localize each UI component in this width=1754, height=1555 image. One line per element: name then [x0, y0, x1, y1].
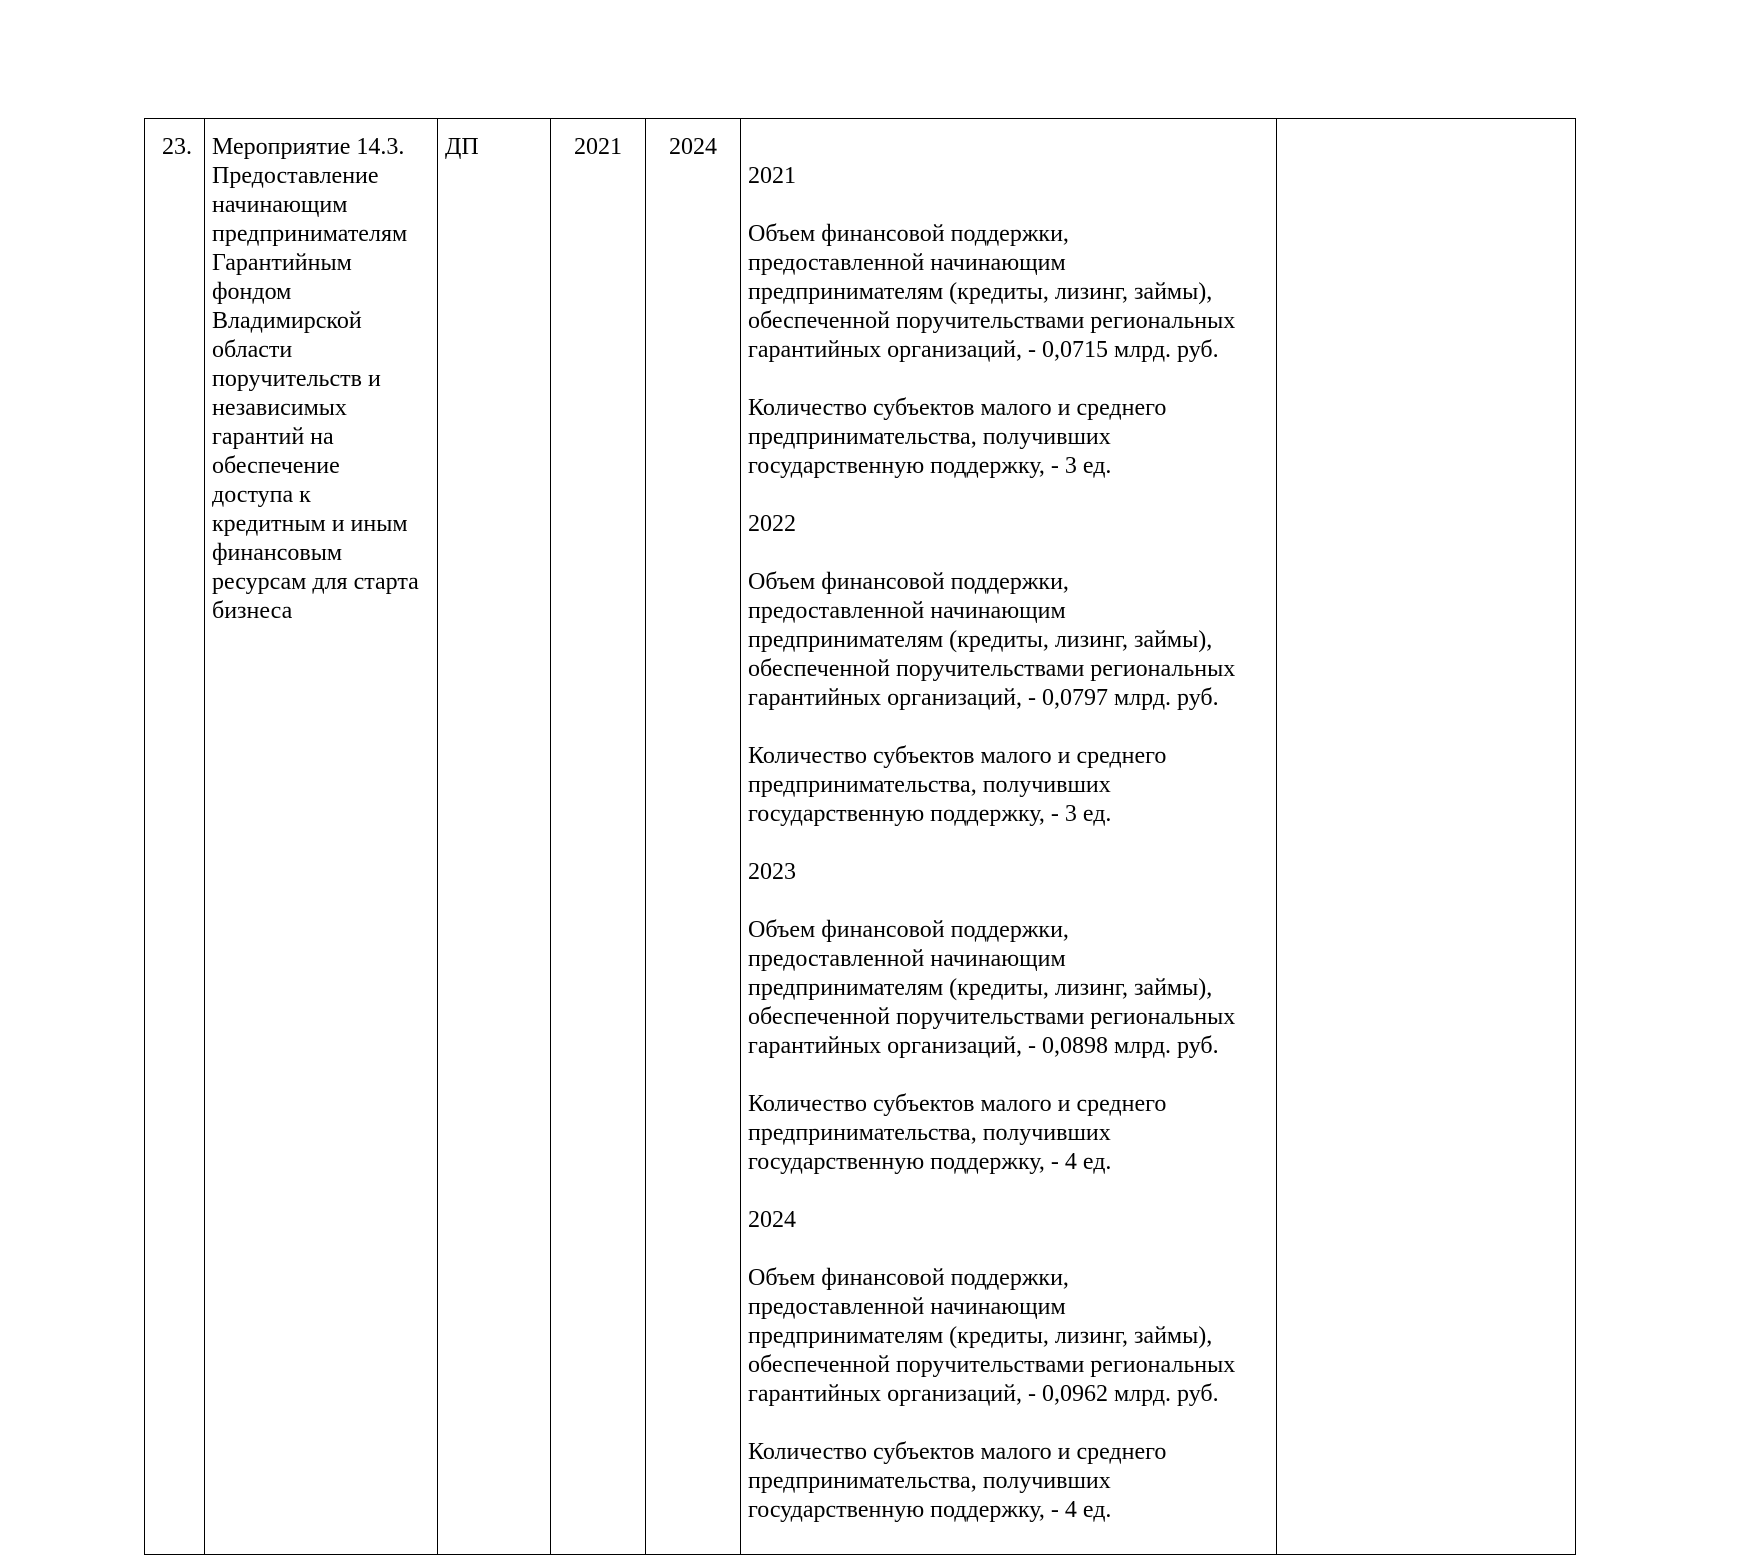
table-row [145, 119, 1576, 1555]
subjects-indicator: Количество субъектов малого и среднего предпринимательства, получивших государственную поддержку, - 3 ед. [748, 395, 1167, 479]
result-year: 2023 [748, 859, 796, 885]
result-year: 2021 [748, 163, 796, 189]
finance-indicator: Объем финансовой поддержки, предоставленной начинающим предпринимателям (кредиты, лизинг, займы), обеспеченной поручительствами региональных гарантийных организаций, - 0,0797 млрд. руб. [748, 569, 1236, 711]
result-year: 2022 [748, 511, 796, 537]
note-cell [1277, 119, 1576, 1555]
event-name-cell: Мероприятие 14.3. Предоставление начинающим предпринимателям Гарантийным фондом Владимирской области поручительств и независимых гарантий на обеспечение доступа к кредитным и иным финансовым ресурсам для старта бизнеса [205, 119, 438, 1555]
program-events-table [144, 118, 1576, 1555]
start-year-cell: 2021 [551, 119, 646, 1555]
subjects-indicator: Количество субъектов малого и среднего предпринимательства, получивших государственную поддержку, - 3 ед. [748, 743, 1167, 827]
finance-indicator: Объем финансовой поддержки, предоставленной начинающим предпринимателям (кредиты, лизинг, займы), обеспеченной поручительствами региональных гарантийных организаций, - 0,0715 млрд. руб. [748, 221, 1236, 363]
subjects-indicator: Количество субъектов малого и среднего предпринимательства, получивших государственную поддержку, - 4 ед. [748, 1439, 1167, 1523]
result-year: 2024 [748, 1207, 796, 1233]
executor-cell: ДП [438, 119, 551, 1555]
finance-indicator: Объем финансовой поддержки, предоставленной начинающим предпринимателям (кредиты, лизинг, займы), обеспеченной поручительствами региональных гарантийных организаций, - 0,0962 млрд. руб. [748, 1265, 1236, 1407]
expected-results-cell [741, 119, 1277, 1555]
finance-indicator: Объем финансовой поддержки, предоставленной начинающим предпринимателям (кредиты, лизинг, займы), обеспеченной поручительствами региональных гарантийных организаций, - 0,0898 млрд. руб. [748, 917, 1236, 1059]
subjects-indicator: Количество субъектов малого и среднего предпринимательства, получивших государственную поддержку, - 4 ед. [748, 1091, 1167, 1175]
end-year-cell: 2024 [646, 119, 741, 1555]
row-number-cell: 23. [145, 119, 205, 1555]
